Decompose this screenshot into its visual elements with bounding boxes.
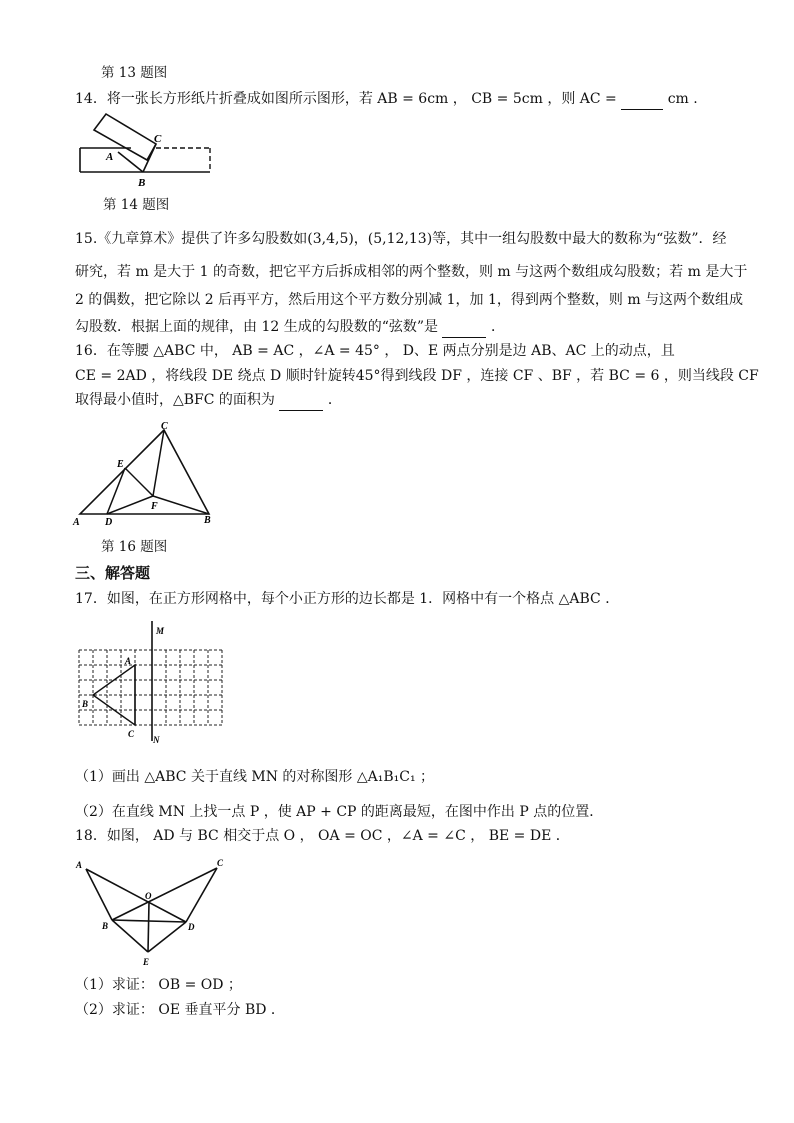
fig16-label-f: F bbox=[151, 501, 158, 512]
figure-14-folded-rectangle bbox=[76, 110, 216, 190]
fig16-label-a: A bbox=[73, 517, 80, 528]
figure-16-triangle bbox=[70, 418, 220, 530]
question-15-line-2: 研究，若 m 是大于 1 的奇数，把它平方后拆成相邻的两个整数，则 m 与这两个数组成勾股数；若 m 是大于 bbox=[75, 264, 748, 280]
fig17-label-a: A bbox=[125, 656, 132, 666]
question-16-line-1: 16．在等腰 △ABC 中， AB = AC ，∠A = 45° ， D、E 两点分别是边 AB、AC 上的动点，且 bbox=[75, 343, 675, 359]
figure-18-intersecting-segments bbox=[72, 856, 232, 968]
question-16-line-3 bbox=[75, 390, 342, 411]
question-16-line-3-end: ． bbox=[327, 392, 342, 408]
fig17-label-m: M bbox=[156, 626, 165, 636]
fig18-label-b: B bbox=[102, 921, 109, 931]
fig14-label-c: C bbox=[154, 133, 162, 145]
fig18-label-d: D bbox=[188, 922, 195, 932]
answer-blank-14[interactable] bbox=[621, 89, 663, 110]
question-15-line-4 bbox=[75, 317, 505, 338]
question-16-line-2: CE = 2AD ，将线段 DE 绕点 D 顺时针旋转45°得到线段 DF ，连接 CF 、BF ，若 BC = 6 ，则当线段 CF bbox=[75, 368, 759, 384]
question-17-part-1: （1）画出 △ABC 关于直线 MN 的对称图形 △A₁B₁C₁ ； bbox=[75, 769, 435, 785]
fig17-label-n: N bbox=[153, 735, 160, 745]
question-15-line-4-end: ． bbox=[490, 319, 505, 335]
question-18-stem: 18．如图， AD 与 BC 相交于点 O ， OA = OC ，∠A = ∠C ， BE = DE ． bbox=[75, 828, 570, 844]
fig17-label-c: C bbox=[128, 729, 135, 739]
figure-17-grid bbox=[76, 617, 228, 745]
question-18-part-2: （2）求证： OE 垂直平分 BD ． bbox=[75, 1002, 285, 1018]
question-15-line-4-text: 勾股数．根据上面的规律，由 12 生成的勾股数的“弦数”是 bbox=[75, 319, 439, 335]
fig18-label-o: O bbox=[145, 891, 152, 901]
answer-blank-15[interactable] bbox=[442, 317, 486, 338]
fig17-label-b: B bbox=[82, 699, 89, 709]
fig18-label-c: C bbox=[217, 858, 224, 868]
section-heading-answer-questions: 三、解答题 bbox=[75, 564, 151, 582]
question-17-part-2: （2）在直线 MN 上找一点 P ，使 AP + CP 的距离最短，在图中作出 P 点的位置． bbox=[75, 804, 604, 820]
fig16-label-d: D bbox=[105, 517, 113, 528]
question-14 bbox=[75, 89, 698, 110]
fig16-label-b: B bbox=[204, 515, 211, 526]
figure-caption-16: 第 16 题图 bbox=[101, 539, 168, 555]
figure-caption-13: 第 13 题图 bbox=[101, 65, 168, 81]
fig18-label-e: E bbox=[143, 957, 150, 967]
fig14-label-b: B bbox=[138, 177, 146, 189]
question-15-line-3: 2 的偶数，把它除以 2 后再平方，然后用这个平方数分别减 1，加 1，得到两个整数，则 m 与这两个数组成 bbox=[75, 292, 744, 308]
question-18-part-1: （1）求证： OB = OD ； bbox=[75, 977, 242, 993]
figure-caption-14: 第 14 题图 bbox=[103, 197, 170, 213]
question-17-stem: 17．如图，在正方形网格中，每个小正方形的边长都是 1．网格中有一个格点 △ABC ． bbox=[75, 591, 620, 607]
question-16-line-3-text: 取得最小值时，△BFC 的面积为 bbox=[75, 392, 275, 408]
fig18-label-a: A bbox=[76, 860, 83, 870]
question-15-line-1: 15.《九章算术》提供了许多勾股数如(3,4,5)，(5,12,13)等，其中一组勾股数中最大的数称为“弦数”．经 bbox=[75, 231, 727, 247]
fig16-label-e: E bbox=[117, 459, 124, 470]
question-14-unit: cm . bbox=[667, 91, 698, 107]
question-14-text: 14．将一张长方形纸片折叠成如图所示图形，若 AB = 6cm ， CB = 5cm ，则 AC = bbox=[75, 91, 617, 107]
fig16-label-c: C bbox=[161, 421, 168, 432]
fig14-label-a: A bbox=[106, 151, 114, 163]
answer-blank-16[interactable] bbox=[279, 390, 323, 411]
